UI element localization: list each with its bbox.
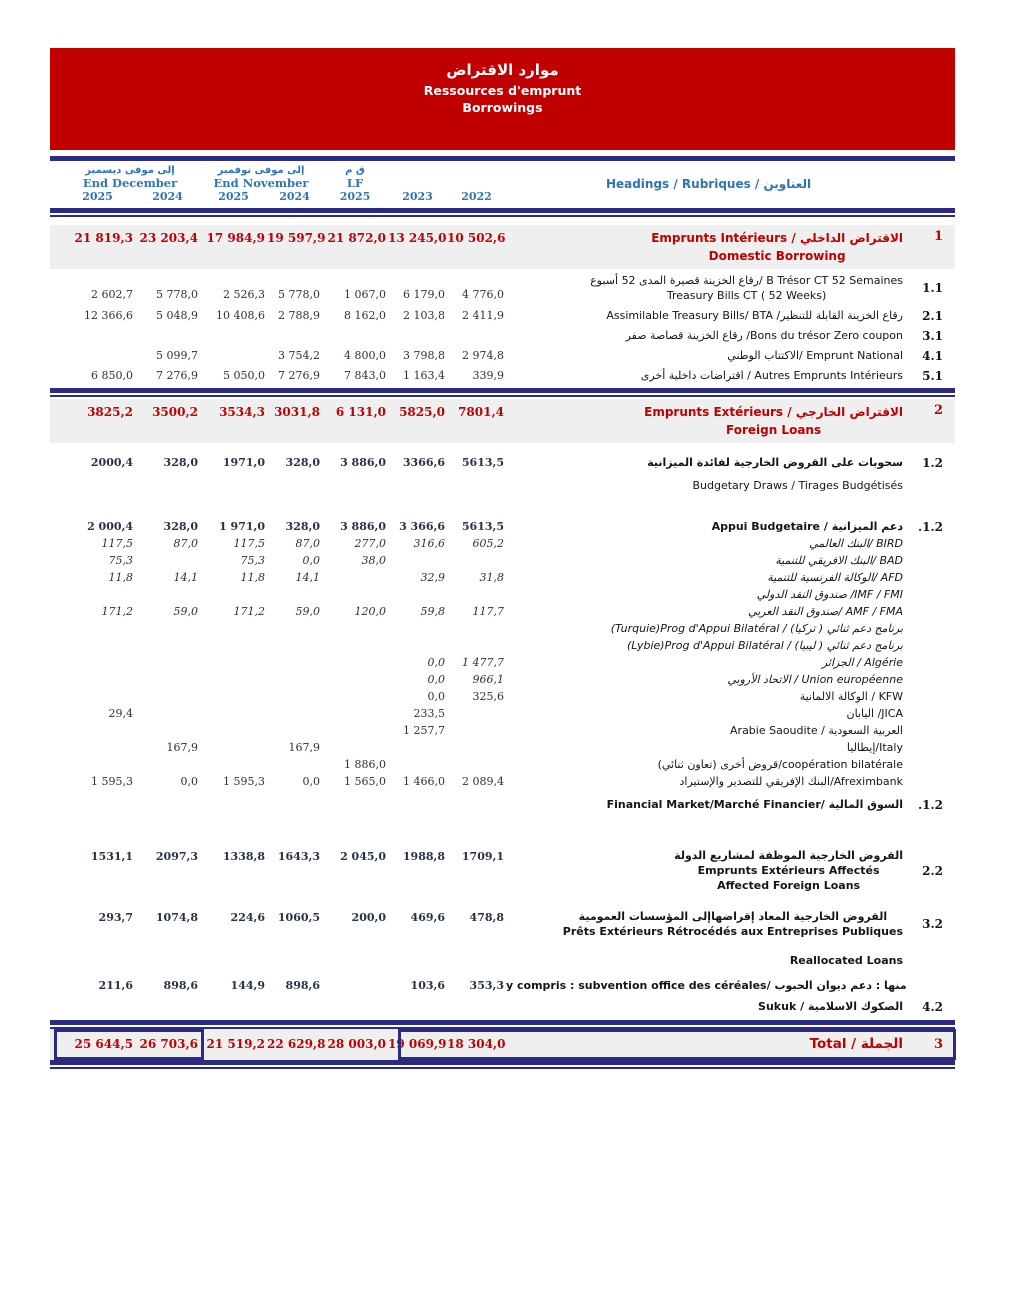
heading-cell: قروض أخرى (تعاون ثنائي)/coopération bilatérale — [657, 758, 903, 771]
row-assimilable-treasury-bills — [50, 308, 955, 323]
value-cell: 469,6 — [410, 911, 445, 924]
value-cell: 7 276,9 — [278, 369, 320, 382]
value-cell: 3 754,2 — [278, 349, 320, 362]
value-cell: 3825,2 — [87, 405, 133, 419]
rubriques-heading: Headings / Rubriques / العناوين — [605, 177, 812, 191]
end-november-label-ar: إلى موفى نوفمبر — [217, 165, 305, 176]
heading-cell: البنك العالمي/ BIRD — [809, 537, 903, 550]
value-cell: 7801,4 — [458, 405, 504, 419]
value-cell: 1971,0 — [222, 456, 265, 469]
separator-before-total — [50, 1020, 955, 1029]
value-cell: 144,9 — [230, 979, 265, 992]
column-header — [50, 161, 955, 206]
row-imf — [50, 587, 955, 602]
value-cell: 6 131,0 — [335, 405, 386, 419]
value-cell: 2 103,8 — [403, 309, 445, 322]
value-cell: 171,2 — [101, 605, 133, 618]
value-cell: 120,0 — [354, 605, 386, 618]
heading-cell: y compris : subvention office des céréales/ منها : دعم ديوان الحبوب — [506, 979, 907, 992]
row-union-europeenne — [50, 672, 955, 687]
row-appui-budgetaire — [50, 519, 955, 534]
year-column-1: 2025 — [82, 190, 113, 203]
row-afd — [50, 570, 955, 585]
heading-cell: القروض الخارجية المعاد إقراضهاإلى المؤسسات العمومية Prêts Extérieurs Rétrocédés aux Entreprises Publiques — [562, 910, 903, 938]
row-number: 2 — [933, 403, 943, 418]
row-total — [50, 1029, 955, 1060]
value-cell: 5613,5 — [461, 456, 504, 469]
title-banner — [50, 48, 955, 150]
heading-cell: البنك الإفريقي للتصدير والإستيراد/Afreximbank — [679, 775, 903, 788]
value-cell: 29,4 — [108, 707, 133, 720]
heading-cell: اقتراضات داخلية أخرى / Autres Emprunts Intérieurs — [640, 369, 903, 382]
separator-line — [50, 395, 955, 397]
value-cell: 23 203,4 — [139, 231, 198, 245]
value-cell: 21 872,0 — [327, 231, 386, 245]
value-cell: 5 778,0 — [156, 288, 198, 301]
row-afreximbank — [50, 774, 955, 789]
heading-cell: الاكتتاب الوطني/ Emprunt National — [727, 349, 903, 362]
value-cell: 2 411,9 — [462, 309, 504, 322]
row-number: 4.2 — [922, 999, 943, 1014]
value-cell: 0,0 — [427, 656, 445, 669]
value-cell: 5 048,9 — [156, 309, 198, 322]
value-cell: 18 304,0 — [447, 1037, 506, 1051]
row-treasury-bills-52w — [50, 273, 955, 303]
heading-cell: Budgetary Draws / Tirages Budgétisés — [692, 479, 903, 492]
value-cell: 5825,0 — [399, 405, 445, 419]
value-cell: 339,9 — [472, 369, 504, 382]
end-december-label: End December — [82, 176, 178, 190]
value-cell: 1 886,0 — [344, 758, 386, 771]
value-cell: 6 179,0 — [403, 288, 445, 301]
value-cell: 14,1 — [173, 571, 198, 584]
heading-cell: إيطاليا/Italy — [846, 741, 903, 754]
value-cell: 5 050,0 — [223, 369, 265, 382]
value-cell: 1 067,0 — [344, 288, 386, 301]
heading-cell: رقاع الخزينة قصاصة صفر /Bons du trésor Zero coupon — [625, 329, 903, 342]
value-cell: 1 595,3 — [223, 775, 265, 788]
row-kfw — [50, 689, 955, 704]
value-cell: 1 595,3 — [91, 775, 133, 788]
separator-line — [50, 215, 955, 217]
borrowings-report — [50, 48, 955, 1069]
value-cell: 1531,1 — [90, 850, 133, 863]
value-cell: 5613,5 — [461, 520, 504, 533]
row-number: 5.1 — [922, 368, 943, 383]
value-cell: 1 163,4 — [403, 369, 445, 382]
value-cell: 7 843,0 — [344, 369, 386, 382]
value-cell: 328,0 — [163, 520, 198, 533]
heading-cell: الاتحاد الأروبي / Union européenne — [727, 673, 903, 686]
row-foreign-loans — [50, 399, 955, 443]
row-reallocated-loans-main — [50, 909, 955, 939]
value-cell: 277,0 — [354, 537, 386, 550]
value-cell: 19 069,9 — [388, 1037, 447, 1051]
value-cell: 75,3 — [240, 554, 265, 567]
heading-cell: الوكالة الفرنسية للتنمية/ AFD — [767, 571, 903, 584]
value-cell: 3500,2 — [152, 405, 198, 419]
value-cell: 3366,6 — [402, 456, 445, 469]
value-cell: 2 089,4 — [462, 775, 504, 788]
heading-cell: Arabie Saoudite / العربية السعودية — [730, 724, 903, 737]
value-cell: 1 971,0 — [219, 520, 265, 533]
value-cell: 898,6 — [163, 979, 198, 992]
row-financial-market — [50, 797, 955, 812]
row-zero-coupon — [50, 328, 955, 343]
value-cell: 87,0 — [173, 537, 198, 550]
value-cell: 316,6 — [413, 537, 445, 550]
year-column-3: 2025 — [218, 190, 249, 203]
value-cell: 966,1 — [472, 673, 504, 686]
value-cell: 200,0 — [351, 911, 386, 924]
heading-cell: Total / الجملة — [809, 1036, 903, 1052]
value-cell: 1643,3 — [277, 850, 320, 863]
row-subvention-office-cereales — [50, 978, 955, 993]
year-column-2: 2024 — [152, 190, 183, 203]
heading-cell: Sukuk / الصكوك الاسلامية — [758, 1000, 903, 1013]
value-cell: 25 644,5 — [74, 1037, 133, 1051]
value-cell: 21 819,3 — [74, 231, 133, 245]
value-cell: 26 703,6 — [139, 1037, 198, 1051]
row-number: 2.1 — [922, 308, 943, 323]
heading-cell: الجزائر / Algérie — [821, 656, 903, 669]
value-cell: 293,7 — [98, 911, 133, 924]
value-cell: 605,2 — [472, 537, 504, 550]
value-cell: 7 276,9 — [156, 369, 198, 382]
value-cell: 0,0 — [302, 554, 320, 567]
value-cell: 224,6 — [230, 911, 265, 924]
value-cell: 4 776,0 — [462, 288, 504, 301]
separator-after-total — [50, 1060, 955, 1069]
value-cell: 898,6 — [285, 979, 320, 992]
row-budgetary-draws-ar — [50, 455, 955, 470]
year-column-5: 2025 — [339, 190, 371, 203]
value-cell: 59,8 — [420, 605, 445, 618]
row-reallocated-loans-en — [50, 953, 955, 968]
heading-cell: القروض الخارجية الموظفة لمشاريع الدولة Emprunts Extérieurs Affectés Affected Foreign Loans — [674, 849, 903, 892]
value-cell: 11,8 — [240, 571, 265, 584]
row-italy — [50, 740, 955, 755]
row-number: .1.2 — [917, 519, 943, 534]
total-highlight-box-right — [398, 1029, 956, 1060]
value-cell: 1709,1 — [461, 850, 504, 863]
year-column-7: 2022 — [461, 190, 492, 203]
value-cell: 353,3 — [469, 979, 504, 992]
value-cell: 12 366,6 — [84, 309, 133, 322]
value-cell: 171,2 — [233, 605, 265, 618]
value-cell: 59,0 — [173, 605, 198, 618]
row-budgetary-draws-fr — [50, 478, 955, 493]
value-cell: 1 257,7 — [403, 724, 445, 737]
row-prog-appui-lybie — [50, 638, 955, 653]
value-cell: 4 800,0 — [344, 349, 386, 362]
title-french: Ressources d'emprunt — [423, 83, 582, 98]
row-autres-emprunts-interieurs — [50, 368, 955, 383]
value-cell: 22 629,8 — [267, 1037, 326, 1051]
value-cell: 117,5 — [101, 537, 133, 550]
value-cell: 1060,5 — [277, 911, 320, 924]
value-cell: 3 366,6 — [399, 520, 445, 533]
title-arabic: موارد الاقتراض — [446, 61, 559, 79]
value-cell: 3 886,0 — [340, 456, 386, 469]
row-arabie-saoudite — [50, 723, 955, 738]
separator-line — [50, 1067, 955, 1069]
row-number: 3 — [933, 1037, 943, 1052]
value-cell: 233,5 — [413, 707, 445, 720]
value-cell: 10 408,6 — [216, 309, 265, 322]
value-cell: 1988,8 — [402, 850, 445, 863]
value-cell: 325,6 — [472, 690, 504, 703]
value-cell: 167,9 — [288, 741, 320, 754]
value-cell: 3 886,0 — [340, 520, 386, 533]
value-cell: 2 045,0 — [340, 850, 386, 863]
value-cell: 32,9 — [420, 571, 445, 584]
separator-double — [50, 208, 955, 217]
heading-cell: صندوق النقد الدولي /IMF / FMI — [756, 588, 903, 601]
table-body — [50, 225, 955, 1069]
row-number: 4.1 — [922, 348, 943, 363]
title-english: Borrowings — [462, 100, 543, 115]
value-cell: 2 000,4 — [87, 520, 133, 533]
value-cell: 3 798,8 — [403, 349, 445, 362]
heading-cell: البنك الافريقي للتنمية/ BAD — [775, 554, 903, 567]
row-cooperation-bilaterale — [50, 757, 955, 772]
value-cell: 10 502,6 — [447, 231, 506, 245]
heading-cell: Appui Budgetaire / دعم الميزانية — [711, 520, 903, 533]
separator-line — [50, 208, 955, 213]
heading-cell: Assimilable Treasury Bills/ BTA /رقاع الخزينة القابلة للتنظير — [606, 309, 903, 322]
value-cell: 5 778,0 — [278, 288, 320, 301]
lf-label-ar: ق م — [345, 165, 365, 176]
year-column-4: 2024 — [279, 190, 310, 203]
row-emprunt-national — [50, 348, 955, 363]
heading-cell: الوكالة الالمانية / KFW — [799, 690, 903, 703]
value-cell: 1074,8 — [155, 911, 198, 924]
row-algerie — [50, 655, 955, 670]
row-amf — [50, 604, 955, 619]
value-cell: 13 245,0 — [388, 231, 447, 245]
value-cell: 2 602,7 — [91, 288, 133, 301]
heading-cell: اليابان /JICA — [846, 707, 903, 720]
heading-cell: Financial Market/Marché Financier/ السوق المالية — [606, 798, 903, 811]
value-cell: 103,6 — [410, 979, 445, 992]
value-cell: 17 984,9 — [206, 231, 265, 245]
heading-cell: Emprunts Extérieurs / الاقتراض الخارجي Foreign Loans — [644, 405, 903, 437]
value-cell: 87,0 — [295, 537, 320, 550]
value-cell: 0,0 — [302, 775, 320, 788]
separator-domestic-foreign — [50, 388, 955, 397]
heading-cell: سحوبات على القروض الخارجية لفائدة الميزانية — [647, 456, 903, 469]
value-cell: 2 974,8 — [462, 349, 504, 362]
value-cell: 117,7 — [472, 605, 504, 618]
value-cell: 478,8 — [469, 911, 504, 924]
heading-cell: Emprunts Intérieurs / الاقتراض الداخلي Domestic Borrowing — [651, 231, 903, 263]
value-cell: 211,6 — [98, 979, 133, 992]
value-cell: 0,0 — [427, 673, 445, 686]
value-cell: 0,0 — [180, 775, 198, 788]
separator-line — [50, 1020, 955, 1025]
row-jica — [50, 706, 955, 721]
value-cell: 5 099,7 — [156, 349, 198, 362]
value-cell: 167,9 — [166, 741, 198, 754]
value-cell: 19 597,9 — [267, 231, 326, 245]
value-cell: 117,5 — [233, 537, 265, 550]
row-number: 1 — [933, 229, 943, 244]
value-cell: 2000,4 — [90, 456, 133, 469]
heading-cell: رقاع الخزينة قصيرة المدى 52 أسبوع/ B Trésor CT 52 Semaines Treasury Bills CT ( 52 Weeks) — [590, 274, 903, 302]
row-number: 1.1 — [922, 281, 943, 295]
value-cell: 1 565,0 — [344, 775, 386, 788]
value-cell: 3534,3 — [219, 405, 265, 419]
value-cell: 28 003,0 — [327, 1037, 386, 1051]
value-cell: 75,3 — [108, 554, 133, 567]
value-cell: 21 519,2 — [206, 1037, 265, 1051]
row-number: 3.1 — [922, 328, 943, 343]
row-number: 1.2 — [922, 455, 943, 470]
value-cell: 38,0 — [361, 554, 386, 567]
value-cell: 328,0 — [163, 456, 198, 469]
value-cell: 8 162,0 — [344, 309, 386, 322]
value-cell: 328,0 — [285, 456, 320, 469]
heading-cell: (Turquie)Prog d'Appui Bilatéral / برنامج دعم ثنائي ( تركيا) — [610, 622, 903, 635]
end-december-label-ar: إلى موفى ديسمبر — [85, 165, 175, 176]
value-cell: 59,0 — [295, 605, 320, 618]
value-cell: 31,8 — [479, 571, 504, 584]
value-cell: 11,8 — [108, 571, 133, 584]
value-cell: 0,0 — [427, 690, 445, 703]
row-sukuk — [50, 999, 955, 1014]
value-cell: 14,1 — [295, 571, 320, 584]
value-cell: 1338,8 — [222, 850, 265, 863]
row-number: .1.2 — [917, 797, 943, 812]
separator-line — [50, 388, 955, 393]
value-cell: 1 477,7 — [462, 656, 504, 669]
value-cell: 2097,3 — [155, 850, 198, 863]
row-prog-appui-turquie — [50, 621, 955, 636]
value-cell: 3031,8 — [274, 405, 320, 419]
value-cell: 6 850,0 — [91, 369, 133, 382]
value-cell: 1 466,0 — [403, 775, 445, 788]
heading-cell: صندوق النقد العربي/ AMF / FMA — [748, 605, 903, 618]
separator-line — [50, 1060, 955, 1065]
row-bird — [50, 536, 955, 551]
end-november-label: End November — [213, 176, 309, 190]
row-number: 2.2 — [922, 863, 943, 878]
row-number: 3.2 — [922, 917, 943, 931]
row-domestic-borrowing — [50, 225, 955, 269]
year-column-6: 2023 — [402, 190, 433, 203]
lf-label: LF — [346, 176, 364, 190]
value-cell: 2 526,3 — [223, 288, 265, 301]
total-highlight-box-left — [54, 1029, 204, 1060]
row-bad — [50, 553, 955, 568]
value-cell: 328,0 — [285, 520, 320, 533]
heading-cell: (Lybie)Prog d'Appui Bilatéral / برنامج دعم ثنائي ( ليبيا) — [626, 639, 903, 652]
heading-cell: Reallocated Loans — [789, 954, 903, 967]
value-cell: 2 788,9 — [278, 309, 320, 322]
row-affected-foreign-loans — [50, 848, 955, 893]
